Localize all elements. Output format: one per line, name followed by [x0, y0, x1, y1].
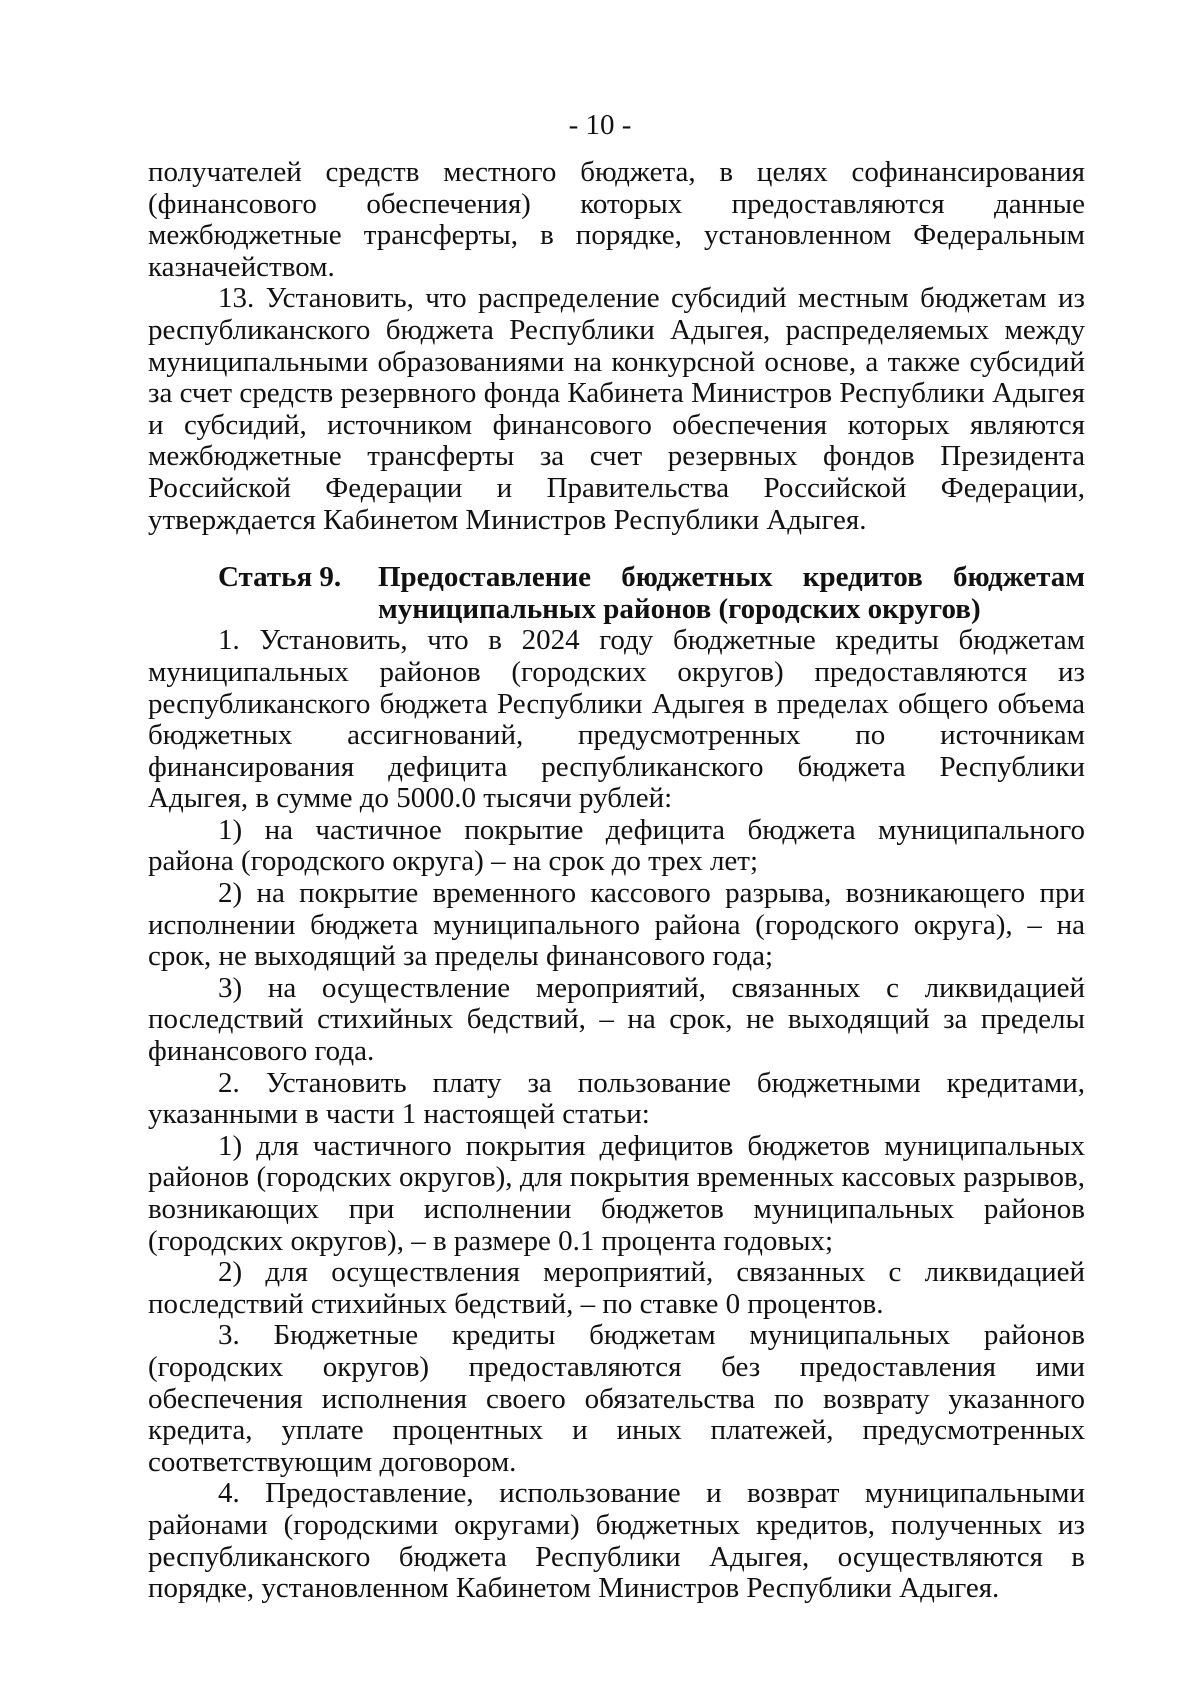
article-9-label: Статья 9. — [218, 561, 342, 594]
page-number: - 10 - — [568, 109, 632, 141]
article-9-title: Предоставление бюджетных кредитов бюджетам муниципальных районов (городских округов) — [378, 561, 1085, 625]
document-body — [148, 157, 1085, 1605]
article-9-part-1: 1. Установить, что в 2024 году бюджетные кредиты бюджетам муниципальных районов (городских округов) предоставляются из республиканского бюджета Республики Адыгея в пределах общего объема бюджетных ассигнований, предусмотренных по источникам финансирования дефицита республиканского бюджета Республики Адыгея, в сумме до 5000.0 тысячи рублей: — [148, 624, 1085, 815]
paragraph-continuation: получателей средств местного бюджета, в целях софинансирования (финансового обеспечения) которых предоставляются данные межбюджетные трансферты, в порядке, установленном Федеральным казначейством. — [148, 156, 1085, 283]
article-9-part-1-item-2: 2) на покрытие временного кассового разрыва, возникающего при исполнении бюджета муниципального района (городского округа), – на срок, не выходящий за пределы финансового года; — [148, 877, 1085, 973]
article-9-part-2-item-1: 1) для частичного покрытия дефицитов бюджетов муниципальных районов (городских округов), для покрытия временных кассовых разрывов, возникающих при исполнении бюджетов муниципальных районов (городских округов), – в размере 0.1 процента годовых; — [148, 1129, 1085, 1257]
article-9-part-4: 4. Предоставление, использование и возврат муниципальными районами (городскими округами) бюджетных кредитов, полученных из республиканского бюджета Республики Адыгея, осуществляются в порядке, установленном Кабинетом Министров Республики Адыгея. — [148, 1477, 1085, 1605]
article-9-part-2-item-2: 2) для осуществления мероприятий, связанных с ликвидацией последствий стихийных бедствий, – по ставке 0 процентов. — [148, 1256, 1085, 1320]
article-9-part-1-item-3: 3) на осуществление мероприятий, связанных с ликвидацией последствий стихийных бедствий, – на срок, не выходящий за пределы финансового года. — [148, 971, 1085, 1068]
article-9-part-1-item-1: 1) на частичное покрытие дефицита бюджета муниципального района (городского округа) – на срок до трех лет; — [148, 813, 1085, 878]
article-9-part-2: 2. Установить плату за пользование бюджетными кредитами, указанными в части 1 настоящей статьи: — [148, 1066, 1085, 1131]
article-9-part-3: 3. Бюджетные кредиты бюджетам муниципальных районов (городских округов) предоставляются без предоставления ими обеспечения исполнения своего обязательства по возврату указанного кредита, уплате процентных и иных платежей, предусмотренных соответствующим договором. — [148, 1319, 1085, 1478]
paragraph-13: 13. Установить, что распределение субсидий местным бюджетам из республиканского бюджета Республики Адыгея, распределяемых между муниципальными образованиями на конкурсной основе, а также субсидий за счет средств резервного фонда Кабинета Министров Республики Адыгея и субсидий, источником финансового обеспечения которых являются межбюджетные трансферты за счет резервных фондов Президента Российской Федерации и Правительства Российской Федерации, утверждается Кабинетом Министров Республики Адыгея. — [148, 282, 1085, 536]
article-9-heading — [148, 562, 1085, 625]
